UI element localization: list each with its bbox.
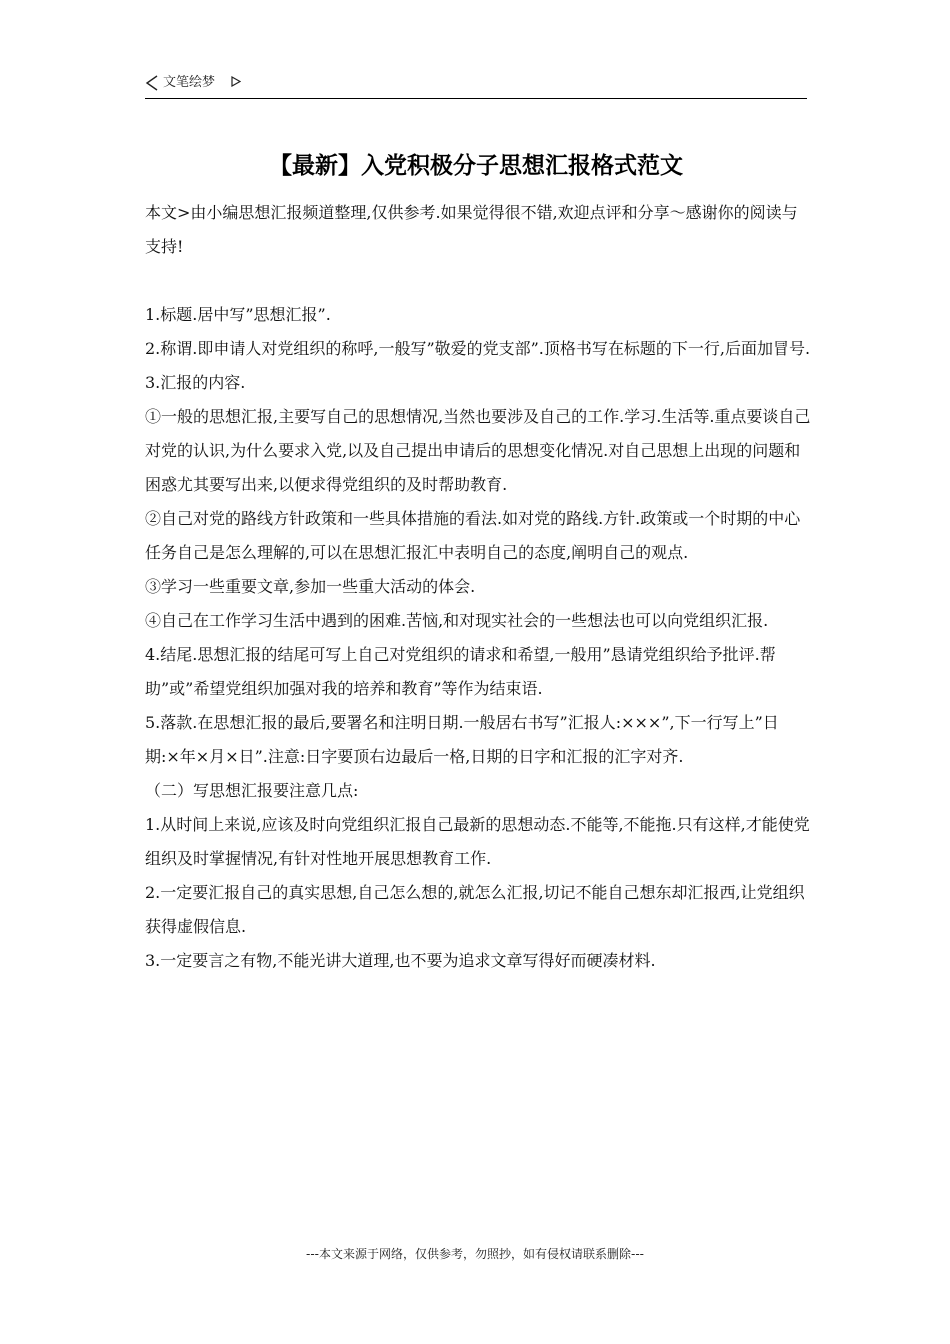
document-title: 【最新】入党积极分子思想汇报格式范文 [269,153,683,179]
paragraph: 2.一定要汇报自己的真实思想,自己怎么想的,就怎么汇报,切记不能自己想东却汇报西,让党组织获得虚假信息. [145,883,805,936]
paragraph: 2.称谓.即申请人对党组织的称呼,一般写”敬爱的党支部”.顶格书写在标题的下一行,后面加冒号. [145,339,811,358]
paragraph: ①一般的思想汇报,主要写自己的思想情况,当然也要涉及自己的工作.学习.生活等.重点要谈自己对党的认识,为什么要求入党,以及自己提出申请后的思想变化情况.对自己思想上出现的问题和困惑尤其要写出来,以便求得党组织的及时帮助教育. [145,407,811,494]
paragraph: 3.汇报的内容. [145,373,246,392]
paragraph: 1.从时间上来说,应该及时向党组织汇报自己最新的思想动态.不能等,不能拖.只有这样,才能使党组织及时掌握情况,有针对性地开展思想教育工作. [145,815,810,868]
header-brand: 文笔绘梦 [163,75,216,90]
paragraph-spacer [145,264,811,298]
paragraph: 3.一定要言之有物,不能光讲大道理,也不要为追求文章写得好而硬凑材料. [145,951,656,970]
section-heading: （二）写思想汇报要注意几点: [145,781,359,800]
triangle-left-icon [145,75,159,91]
document-body [145,196,811,978]
intro-paragraph: 本文>由小编思想汇报频道整理,仅供参考.如果觉得很不错,欢迎点评和分享～感谢你的阅读与支持! [145,203,798,256]
paragraph: ④自己在工作学习生活中遇到的困难.苦恼,和对现实社会的一些想法也可以向党组织汇报. [145,611,769,630]
page-header [145,74,807,99]
paragraph: 4.结尾.思想汇报的结尾可写上自己对党组织的请求和希望,一般用”恳请党组织给予批评.帮助”或”希望党组织加强对我的培养和教育”等作为结束语. [145,645,776,698]
paragraph: ②自己对党的路线方针政策和一些具体措施的看法.如对党的路线.方针.政策或一个时期的中心任务自己是怎么理解的,可以在思想汇报汇中表明自己的态度,阐明自己的观点. [145,509,801,562]
footer-notice: ---本文来源于网络，仅供参考，勿照抄，如有侵权请联系删除--- [306,1247,644,1261]
paragraph: 5.落款.在思想汇报的最后,要署名和注明日期.一般居右书写”汇报人:×××”,下一行写上”日期:×年×月×日”.注意:日字要顶右边最后一格,日期的日字和汇报的汇字对齐. [145,713,779,766]
paragraph: ③学习一些重要文章,参加一些重大活动的体会. [145,577,476,596]
triangle-right-icon [231,76,241,87]
paragraph: 1.标题.居中写”思想汇报”. [145,305,331,324]
